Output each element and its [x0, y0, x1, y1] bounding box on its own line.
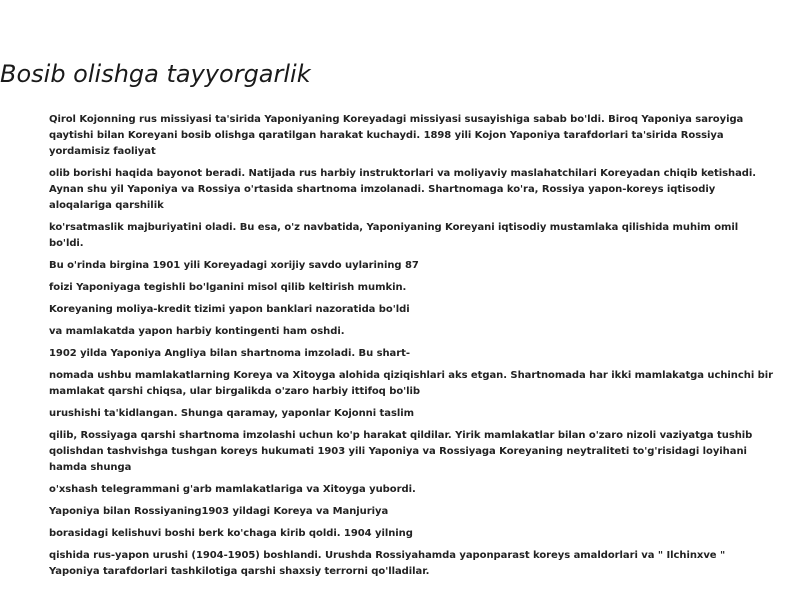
paragraph: Bu o'rinda birgina 1901 yili Koreyadagi xorijiy savdo uylarining 87	[49, 260, 419, 271]
paragraph: qilib, Rossiyaga qarshi shartnoma imzolashi uchun ko'p harakat qildilar. Yirik mamlakatlar bilan o'zaro nizoli vaziyatga tushib qolishdan tashvishga tushgan koreys hukumati 1903 yili Yaponiya va Rossiyaga Koreyaning neytraliteti to'g'risidagi loyihani hamda shunga	[49, 430, 753, 473]
paragraph: nomada ushbu mamlakatlarning Koreya va Xitoyga alohida qiziqishlari aks etgan. Shartnomada har ikki mamlakatga uchinchi bir mamlakat qarshi chiqsa, ular birgalikda o'zaro harbiy ittifoq bo'lib	[49, 370, 773, 397]
paragraph: ko'rsatmaslik majburiyatini oladi. Bu esa, o'z navbatida, Yaponiyaning Koreyani iqtisodiy mustamlaka qilishida muhim omil bo'ldi.	[49, 222, 739, 249]
paragraph: Yaponiya bilan Rossiyaning1903 yildagi Koreya va Manjuriya	[49, 506, 389, 517]
paragraph: Qirol Kojonning rus missiyasi ta'sirida Yaponiyaning Koreyadagi missiyasi susayishiga sabab bo'ldi. Biroq Yaponiya saroyiga qaytishi bilan Koreyani bosib olishga qaratilgan harakat kuchaydi. 1898 yili Kojon Yaponiya tarafdorlari ta'sirida Rossiya yordamisiz faoliyat	[49, 114, 744, 157]
paragraph: Koreyaning moliya-kredit tizimi yapon banklari nazoratida bo'ldi	[49, 304, 410, 315]
paragraph: 1902 yilda Yaponiya Angliya bilan shartnoma imzoladi. Bu shart-	[49, 348, 410, 359]
paragraph: foizi Yaponiyaga tegishli bo'lganini misol qilib keltirish mumkin.	[49, 282, 407, 293]
slide-title: Bosib olishga tayyorgarlik	[0, 60, 311, 88]
paragraph: urushishi ta'kidlangan. Shunga qaramay, yaponlar Kojonni taslim	[49, 408, 414, 419]
paragraph: olib borishi haqida bayonot beradi. Natijada rus harbiy instruktorlari va moliyaviy maslahatchilari Koreyadan chiqib ketishadi. Aynan shu yil Yaponiya va Rossiya o'rtasida shartnoma imzolanadi. Shartnomaga ko'ra, Rossiya yapon-koreys iqtisodiy aloqalariga qarshilik	[49, 168, 757, 211]
paragraph: borasidagi kelishuvi boshi berk ko'chaga kirib qoldi. 1904 yilning	[49, 528, 413, 539]
paragraph: qishida rus-yapon urushi (1904-1905) boshlandi. Urushda Rossiyahamda yaponparast koreys amaldorlari va " Ilchinxve " Yaponiya tarafdorlari tashkilotiga qarshi shaxsiy terrorni qo'lladilar.	[49, 550, 726, 577]
paragraph: o'xshash telegrammani g'arb mamlakatlariga va Xitoyga yubordi.	[49, 484, 416, 495]
slide-body	[49, 112, 774, 586]
paragraph: va mamlakatda yapon harbiy kontingenti ham oshdi.	[49, 326, 345, 337]
